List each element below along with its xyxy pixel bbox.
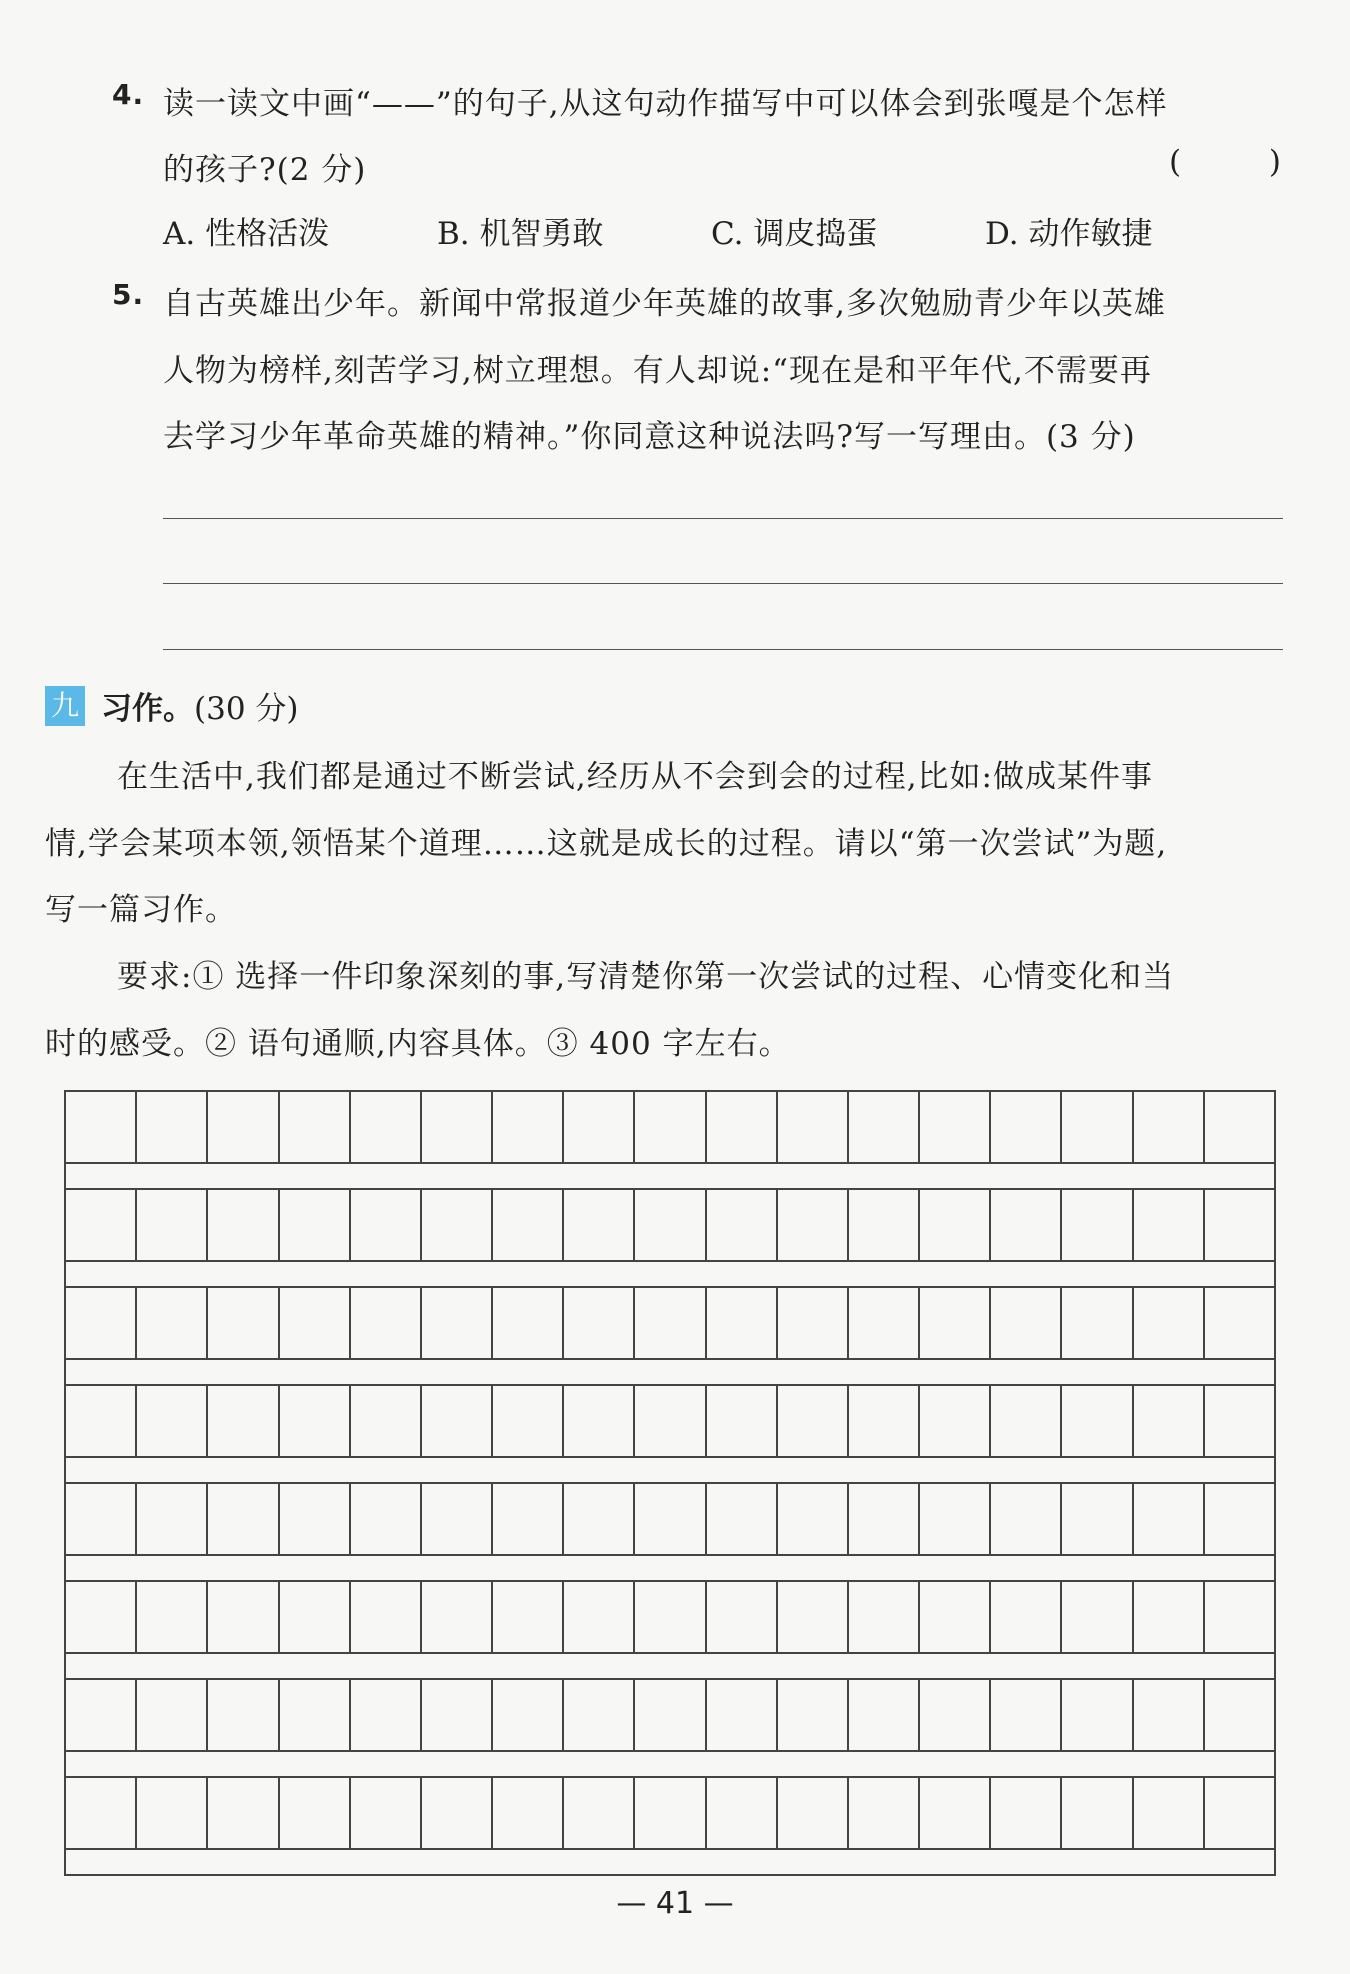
grid-cell[interactable] bbox=[707, 1484, 778, 1554]
grid-cell[interactable] bbox=[208, 1484, 279, 1554]
grid-cell[interactable] bbox=[1062, 1190, 1133, 1260]
grid-cell[interactable] bbox=[635, 1680, 706, 1750]
grid-cell[interactable] bbox=[137, 1582, 208, 1652]
grid-cell[interactable] bbox=[849, 1778, 920, 1848]
grid-cell[interactable] bbox=[920, 1484, 991, 1554]
grid-cell[interactable] bbox=[564, 1484, 635, 1554]
grid-cell[interactable] bbox=[920, 1582, 991, 1652]
grid-cell[interactable] bbox=[351, 1288, 422, 1358]
grid-cell[interactable] bbox=[493, 1288, 564, 1358]
grid-cell[interactable] bbox=[1134, 1778, 1205, 1848]
grid-cell[interactable] bbox=[208, 1190, 279, 1260]
grid-cell[interactable] bbox=[137, 1092, 208, 1162]
section-heading bbox=[45, 683, 299, 727]
grid-row-gap bbox=[66, 1750, 1274, 1776]
grid-cell[interactable] bbox=[493, 1582, 564, 1652]
grid-cell[interactable] bbox=[1134, 1680, 1205, 1750]
section-score: (30 分) bbox=[194, 691, 299, 727]
grid-cell[interactable] bbox=[1205, 1092, 1274, 1162]
grid-cell[interactable] bbox=[849, 1484, 920, 1554]
question-text-line: 的孩子?(2 分) bbox=[163, 152, 367, 188]
grid-cell[interactable] bbox=[991, 1288, 1062, 1358]
grid-cell[interactable] bbox=[849, 1288, 920, 1358]
question-5 bbox=[112, 278, 1282, 322]
grid-cell[interactable] bbox=[422, 1484, 493, 1554]
option-d[interactable]: D. 动作敏捷 bbox=[985, 216, 1153, 252]
grid-cell[interactable] bbox=[137, 1484, 208, 1554]
grid-cell[interactable] bbox=[351, 1386, 422, 1456]
grid-cell[interactable] bbox=[920, 1778, 991, 1848]
grid-cell[interactable] bbox=[778, 1484, 849, 1554]
grid-row-gap bbox=[66, 1260, 1274, 1286]
grid-cell[interactable] bbox=[635, 1582, 706, 1652]
grid-cell[interactable] bbox=[137, 1386, 208, 1456]
grid-cell[interactable] bbox=[707, 1190, 778, 1260]
grid-cell[interactable] bbox=[564, 1778, 635, 1848]
grid-cell[interactable] bbox=[635, 1778, 706, 1848]
grid-cell[interactable] bbox=[1134, 1092, 1205, 1162]
grid-cell[interactable] bbox=[280, 1288, 351, 1358]
grid-cell[interactable] bbox=[280, 1484, 351, 1554]
grid-cell[interactable] bbox=[635, 1484, 706, 1554]
grid-cell[interactable] bbox=[991, 1092, 1062, 1162]
grid-cell[interactable] bbox=[1134, 1190, 1205, 1260]
page-number: — 41 — bbox=[616, 1886, 734, 1921]
question-4-options bbox=[163, 208, 1283, 252]
section-number-badge: 九 bbox=[45, 686, 85, 726]
grid-cell[interactable] bbox=[1205, 1190, 1274, 1260]
grid-cell[interactable] bbox=[778, 1288, 849, 1358]
option-b[interactable]: B. 机智勇敢 bbox=[437, 216, 604, 252]
grid-cell[interactable] bbox=[991, 1582, 1062, 1652]
grid-cell[interactable] bbox=[351, 1484, 422, 1554]
question-4-line2 bbox=[112, 144, 1282, 188]
grid-row bbox=[66, 1482, 1274, 1554]
grid-cell[interactable] bbox=[778, 1680, 849, 1750]
grid-cell[interactable] bbox=[422, 1680, 493, 1750]
grid-cell[interactable] bbox=[849, 1092, 920, 1162]
grid-cell[interactable] bbox=[208, 1288, 279, 1358]
grid-row-gap bbox=[66, 1554, 1274, 1580]
grid-row-gap bbox=[66, 1652, 1274, 1678]
grid-cell[interactable] bbox=[1205, 1582, 1274, 1652]
question-number: 4. bbox=[112, 78, 145, 111]
grid-cell[interactable] bbox=[422, 1582, 493, 1652]
prompt-paragraph-line: 写一篇习作。 bbox=[45, 892, 237, 928]
grid-cell[interactable] bbox=[778, 1386, 849, 1456]
grid-cell[interactable] bbox=[778, 1778, 849, 1848]
question-5-line2 bbox=[112, 345, 1282, 389]
requirements-line: 时的感受。② 语句通顺,内容具体。③ 400 字左右。 bbox=[45, 1026, 791, 1062]
grid-cell[interactable] bbox=[280, 1680, 351, 1750]
grid-cell[interactable] bbox=[920, 1092, 991, 1162]
grid-cell[interactable] bbox=[1062, 1778, 1133, 1848]
question-text-line: 读一读文中画“——”的句子,从这句动作描写中可以体会到张嘎是个怎样 bbox=[163, 86, 1168, 122]
answer-line[interactable] bbox=[163, 649, 1283, 650]
option-c[interactable]: C. 调皮捣蛋 bbox=[711, 216, 878, 252]
grid-cell[interactable] bbox=[66, 1680, 137, 1750]
grid-cell[interactable] bbox=[564, 1092, 635, 1162]
grid-row bbox=[66, 1776, 1274, 1848]
grid-row-gap bbox=[66, 1848, 1274, 1874]
grid-cell[interactable] bbox=[1205, 1386, 1274, 1456]
grid-row bbox=[66, 1384, 1274, 1456]
grid-cell[interactable] bbox=[137, 1190, 208, 1260]
grid-cell[interactable] bbox=[707, 1582, 778, 1652]
grid-cell[interactable] bbox=[564, 1288, 635, 1358]
grid-row bbox=[66, 1188, 1274, 1260]
grid-cell[interactable] bbox=[208, 1582, 279, 1652]
requirements-line: 要求:① 选择一件印象深刻的事,写清楚你第一次尝试的过程、心情变化和当 bbox=[117, 959, 1175, 995]
grid-row bbox=[66, 1678, 1274, 1750]
grid-cell[interactable] bbox=[208, 1386, 279, 1456]
grid-cell[interactable] bbox=[493, 1190, 564, 1260]
grid-cell[interactable] bbox=[991, 1484, 1062, 1554]
grid-cell[interactable] bbox=[920, 1680, 991, 1750]
grid-cell[interactable] bbox=[351, 1778, 422, 1848]
grid-cell[interactable] bbox=[1134, 1386, 1205, 1456]
grid-cell[interactable] bbox=[564, 1582, 635, 1652]
grid-cell[interactable] bbox=[66, 1190, 137, 1260]
grid-cell[interactable] bbox=[1062, 1484, 1133, 1554]
grid-cell[interactable] bbox=[1134, 1582, 1205, 1652]
grid-cell[interactable] bbox=[991, 1386, 1062, 1456]
answer-parentheses[interactable]: ( ) bbox=[1168, 144, 1282, 180]
grid-cell[interactable] bbox=[1134, 1288, 1205, 1358]
grid-cell[interactable] bbox=[422, 1386, 493, 1456]
grid-cell[interactable] bbox=[351, 1190, 422, 1260]
grid-cell[interactable] bbox=[66, 1582, 137, 1652]
grid-cell[interactable] bbox=[493, 1386, 564, 1456]
grid-cell[interactable] bbox=[280, 1778, 351, 1848]
grid-cell[interactable] bbox=[137, 1288, 208, 1358]
grid-cell[interactable] bbox=[208, 1680, 279, 1750]
grid-cell[interactable] bbox=[1062, 1386, 1133, 1456]
grid-cell[interactable] bbox=[635, 1092, 706, 1162]
option-a[interactable]: A. 性格活泼 bbox=[163, 216, 330, 252]
grid-cell[interactable] bbox=[778, 1092, 849, 1162]
grid-cell[interactable] bbox=[66, 1484, 137, 1554]
grid-cell[interactable] bbox=[493, 1484, 564, 1554]
answer-line[interactable] bbox=[163, 518, 1283, 519]
grid-cell[interactable] bbox=[707, 1778, 778, 1848]
grid-cell[interactable] bbox=[422, 1190, 493, 1260]
grid-cell[interactable] bbox=[422, 1092, 493, 1162]
grid-cell[interactable] bbox=[1062, 1092, 1133, 1162]
grid-cell[interactable] bbox=[564, 1386, 635, 1456]
grid-cell[interactable] bbox=[66, 1288, 137, 1358]
composition-grid[interactable] bbox=[64, 1090, 1276, 1876]
question-text-line: 人物为榜样,刻苦学习,树立理想。有人却说:“现在是和平年代,不需要再 bbox=[163, 353, 1152, 389]
grid-cell[interactable] bbox=[707, 1386, 778, 1456]
grid-row-gap bbox=[66, 1358, 1274, 1384]
grid-cell[interactable] bbox=[280, 1190, 351, 1260]
grid-cell[interactable] bbox=[1205, 1484, 1274, 1554]
grid-cell[interactable] bbox=[564, 1190, 635, 1260]
grid-cell[interactable] bbox=[493, 1092, 564, 1162]
grid-row bbox=[66, 1286, 1274, 1358]
grid-cell[interactable] bbox=[351, 1582, 422, 1652]
grid-cell[interactable] bbox=[920, 1288, 991, 1358]
grid-cell[interactable] bbox=[849, 1680, 920, 1750]
question-4 bbox=[112, 78, 1282, 122]
grid-row-gap bbox=[66, 1456, 1274, 1482]
section-title: 习作。 bbox=[101, 691, 194, 727]
grid-cell[interactable] bbox=[778, 1190, 849, 1260]
grid-cell[interactable] bbox=[493, 1778, 564, 1848]
grid-cell[interactable] bbox=[66, 1778, 137, 1848]
grid-cell[interactable] bbox=[1205, 1680, 1274, 1750]
grid-cell[interactable] bbox=[707, 1288, 778, 1358]
grid-cell[interactable] bbox=[1205, 1778, 1274, 1848]
grid-cell[interactable] bbox=[66, 1092, 137, 1162]
grid-cell[interactable] bbox=[635, 1386, 706, 1456]
grid-cell[interactable] bbox=[849, 1190, 920, 1260]
grid-cell[interactable] bbox=[66, 1386, 137, 1456]
grid-cell[interactable] bbox=[208, 1778, 279, 1848]
grid-cell[interactable] bbox=[280, 1386, 351, 1456]
grid-cell[interactable] bbox=[707, 1092, 778, 1162]
grid-cell[interactable] bbox=[635, 1288, 706, 1358]
grid-cell[interactable] bbox=[1062, 1582, 1133, 1652]
grid-row-gap bbox=[66, 1162, 1274, 1188]
grid-cell[interactable] bbox=[137, 1778, 208, 1848]
grid-cell[interactable] bbox=[280, 1092, 351, 1162]
grid-row bbox=[66, 1090, 1274, 1162]
question-number: 5. bbox=[112, 278, 145, 311]
grid-cell[interactable] bbox=[991, 1778, 1062, 1848]
grid-row bbox=[66, 1580, 1274, 1652]
grid-cell[interactable] bbox=[280, 1582, 351, 1652]
grid-cell[interactable] bbox=[849, 1582, 920, 1652]
grid-cell[interactable] bbox=[849, 1386, 920, 1456]
grid-cell[interactable] bbox=[1205, 1288, 1274, 1358]
question-5-line3 bbox=[112, 411, 1282, 455]
question-text-line: 去学习少年革命英雄的精神。”你同意这种说法吗?写一写理由。(3 分) bbox=[163, 419, 1136, 455]
answer-line[interactable] bbox=[163, 583, 1283, 584]
grid-cell[interactable] bbox=[351, 1680, 422, 1750]
grid-cell[interactable] bbox=[991, 1190, 1062, 1260]
grid-cell[interactable] bbox=[137, 1680, 208, 1750]
prompt-paragraph-line: 在生活中,我们都是通过不断尝试,经历从不会到会的过程,比如:做成某件事 bbox=[117, 759, 1154, 795]
grid-cell[interactable] bbox=[635, 1190, 706, 1260]
prompt-paragraph-line: 情,学会某项本领,领悟某个道理……这就是成长的过程。请以“第一次尝试”为题, bbox=[45, 826, 1168, 862]
grid-cell[interactable] bbox=[564, 1680, 635, 1750]
grid-cell[interactable] bbox=[493, 1680, 564, 1750]
grid-cell[interactable] bbox=[1062, 1680, 1133, 1750]
grid-cell[interactable] bbox=[422, 1778, 493, 1848]
grid-cell[interactable] bbox=[920, 1386, 991, 1456]
grid-cell[interactable] bbox=[1062, 1288, 1133, 1358]
grid-cell[interactable] bbox=[707, 1680, 778, 1750]
grid-cell[interactable] bbox=[351, 1092, 422, 1162]
question-text-line: 自古英雄出少年。新闻中常报道少年英雄的故事,多次勉励青少年以英雄 bbox=[163, 286, 1166, 322]
grid-cell[interactable] bbox=[991, 1680, 1062, 1750]
grid-cell[interactable] bbox=[920, 1190, 991, 1260]
grid-cell[interactable] bbox=[1134, 1484, 1205, 1554]
grid-cell[interactable] bbox=[778, 1582, 849, 1652]
grid-cell[interactable] bbox=[422, 1288, 493, 1358]
grid-cell[interactable] bbox=[208, 1092, 279, 1162]
